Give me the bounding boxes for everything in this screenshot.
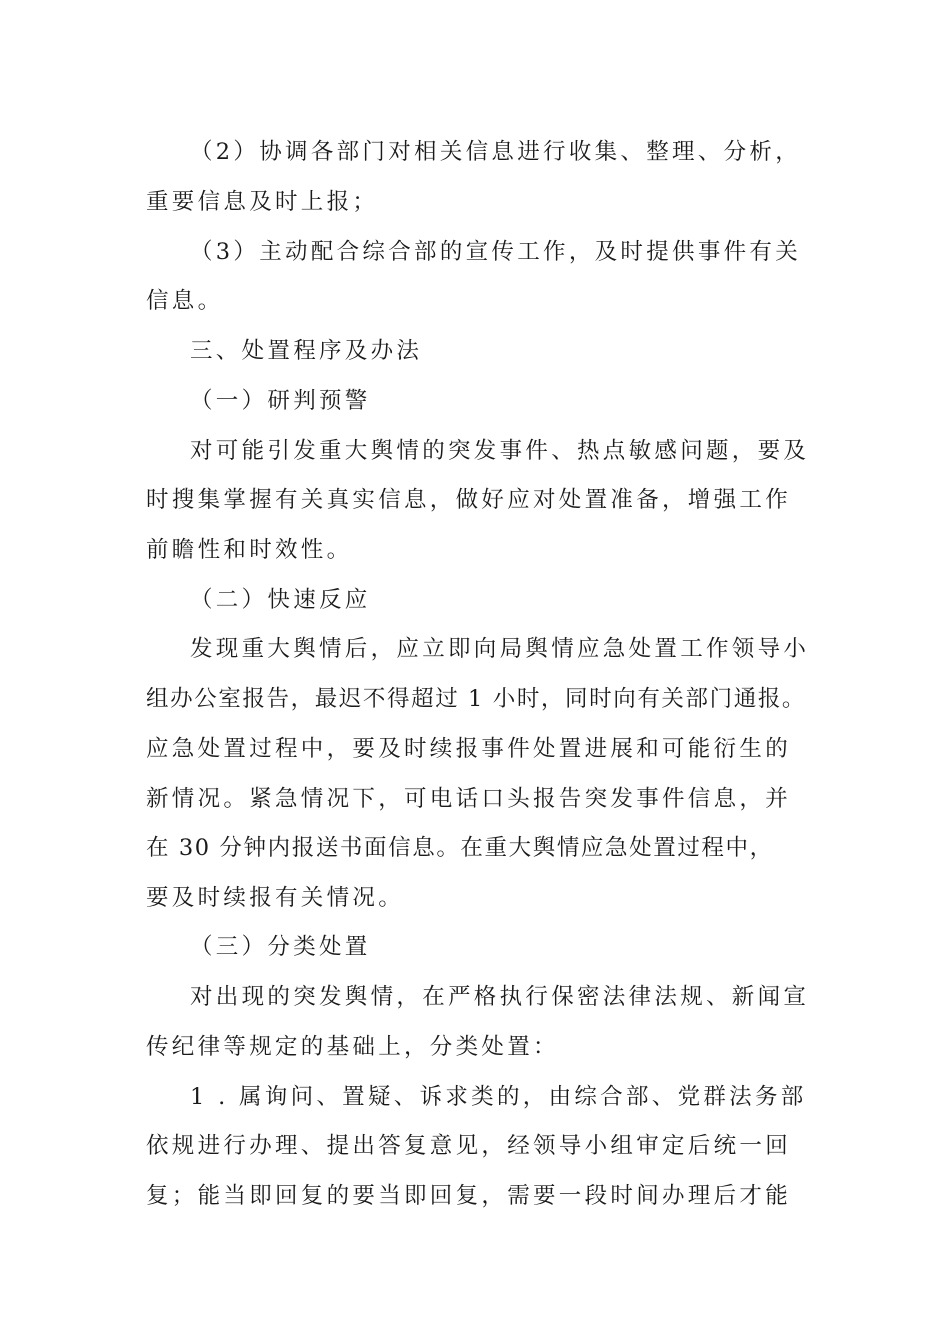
text-line: 信息。: [146, 288, 224, 314]
text-line: 依规进行办理、提出答复意见，经领导小组审定后统一回: [146, 1133, 792, 1159]
text-line: （2）协调各部门对相关信息进行收集、整理、分析，: [190, 139, 802, 165]
text-line: 对出现的突发舆情，在严格执行保密法律法规、新闻宣: [190, 984, 810, 1010]
text-line: 发现重大舆情后，应立即向局舆情应急处置工作领导小: [190, 636, 810, 662]
text-line: 传纪律等规定的基础上，分类处置：: [146, 1034, 559, 1060]
subsection-heading: （三）分类处置: [190, 934, 371, 960]
text-line: 要及时续报有关情况。: [146, 885, 405, 911]
text-line: 在 30 分钟内报送书面信息。在重大舆情应急处置过程中，: [146, 835, 774, 861]
subsection-heading: （二）快速反应: [190, 587, 371, 613]
list-item: 1 . 属询问、置疑、诉求类的，由综合部、党群法务部: [190, 1084, 807, 1110]
text-line: 复；能当即回复的要当即回复，需要一段时间办理后才能: [146, 1183, 792, 1209]
section-heading: 三、处置程序及办法: [190, 338, 423, 364]
text-line: 时搜集掌握有关真实信息，做好应对处置准备，增强工作: [146, 487, 792, 513]
subsection-heading: （一）研判预警: [190, 388, 371, 414]
text-line: 前瞻性和时效性。: [146, 537, 353, 563]
text-line: 新情况。紧急情况下，可电话口头报告突发事件信息，并: [146, 786, 792, 812]
text-line: （3）主动配合综合部的宣传工作，及时提供事件有关: [190, 239, 802, 265]
text-line: 重要信息及时上报；: [146, 189, 379, 215]
text-line: 对可能引发重大舆情的突发事件、热点敏感问题，要及: [190, 438, 810, 464]
text-line: 组办公室报告，最迟不得超过 1 小时，同时向有关部门通报。: [146, 686, 807, 712]
text-line: 应急处置过程中，要及时续报事件处置进展和可能衍生的: [146, 736, 792, 762]
